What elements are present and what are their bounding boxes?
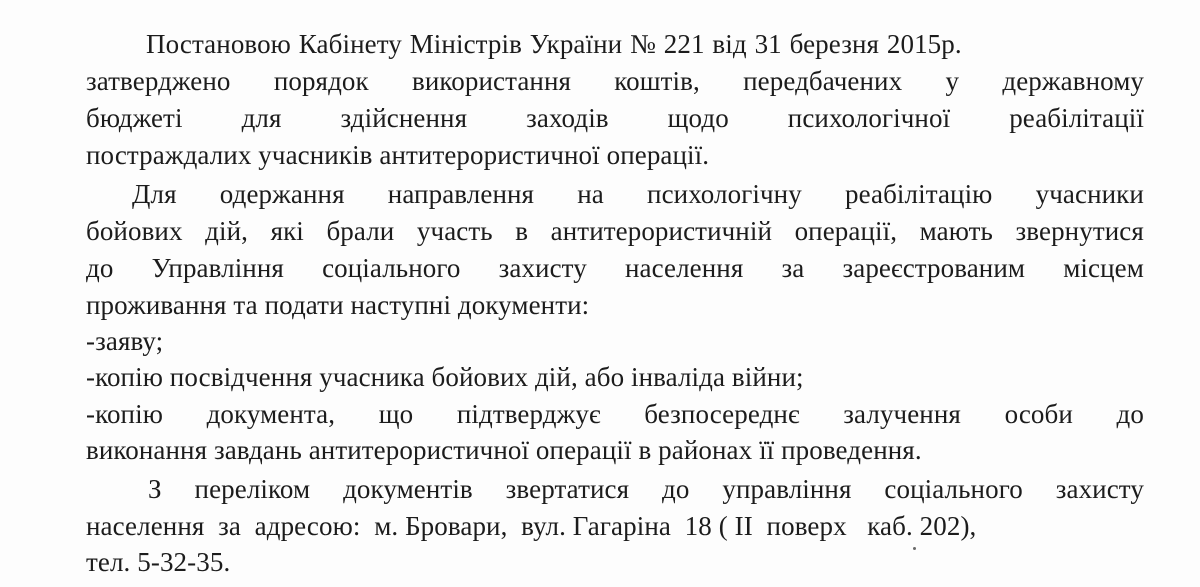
word: -копію — [86, 399, 163, 429]
word: до — [1116, 399, 1144, 429]
word: щодо — [667, 103, 729, 133]
word: бюджеті — [86, 103, 183, 133]
word: управління — [722, 474, 852, 504]
word: до — [662, 474, 690, 504]
scan-speck — [913, 547, 916, 550]
word: учасники — [1035, 179, 1144, 209]
paragraph-1-line-3 — [86, 101, 1144, 135]
word: у — [945, 66, 960, 96]
word: мають — [919, 216, 993, 246]
paragraph-2-line-1 — [132, 177, 1144, 211]
list-item-document-copy-line-1 — [86, 397, 1144, 431]
word: участь — [416, 216, 493, 246]
word: реабілітації — [1009, 103, 1144, 133]
word: підтверджує — [456, 399, 601, 429]
list-item-application: -заяву; — [86, 326, 164, 356]
word: для — [241, 103, 282, 133]
paragraph-1-line-4: постраждалих учасників антитерористичної операції. — [86, 140, 710, 170]
word: затверджено — [86, 66, 231, 96]
word: соціального — [322, 253, 461, 283]
word: залучення — [843, 399, 961, 429]
word: звернутися — [1015, 216, 1144, 246]
word: переліком — [194, 474, 311, 504]
word: бойових — [86, 216, 183, 246]
word: З — [148, 474, 162, 504]
word: в — [515, 216, 529, 246]
word: заходів — [526, 103, 609, 133]
word: одержання — [219, 179, 345, 209]
paragraph-3-line-1 — [148, 472, 1144, 506]
word: операції, — [794, 216, 898, 246]
paragraph-3-line-2: населення за адресою: м. Бровари, вул. Гагаріна 18 ( ІІ поверх каб. 202), — [86, 511, 977, 541]
word: що — [378, 399, 414, 429]
word: безпосереднє — [644, 399, 800, 429]
word: передбачених — [743, 66, 903, 96]
word: зареєстрованим — [842, 253, 1026, 283]
word: звертатися — [505, 474, 630, 504]
word: антитерористичній — [550, 216, 772, 246]
word: які — [270, 216, 304, 246]
word: направлення — [387, 179, 535, 209]
word: психологічну — [647, 179, 802, 209]
word: брали — [326, 216, 395, 246]
word: Для — [132, 179, 177, 209]
word: здійснення — [340, 103, 468, 133]
paragraph-2-line-4: проживання та подати наступні документи: — [86, 290, 590, 320]
word: порядок — [273, 66, 369, 96]
paragraph-2-line-3 — [86, 251, 1144, 285]
word: соціального — [884, 474, 1023, 504]
list-item-certificate-copy: -копію посвідчення учасника бойових дій, або інваліда війни; — [86, 362, 804, 392]
word: реабілітацію — [845, 179, 993, 209]
paragraph-3-line-3: тел. 5-32-35. — [86, 547, 231, 577]
word: документів — [343, 474, 473, 504]
word: до — [86, 253, 114, 283]
word: документа, — [206, 399, 336, 429]
list-item-document-copy-line-2: виконання завдань антитерористичної операції в районах її проведення. — [86, 435, 922, 465]
word: захисту — [498, 253, 587, 283]
word: за — [781, 253, 805, 283]
word: на — [577, 179, 604, 209]
word: коштів, — [614, 66, 700, 96]
paragraph-1-line-1: Постановою Кабінету Міністрів України № 221 від 31 березня 2015р. — [146, 29, 962, 59]
word: місцем — [1063, 253, 1144, 283]
word: захисту — [1055, 474, 1144, 504]
word: державному — [1002, 66, 1144, 96]
paragraph-1-line-2 — [86, 64, 1144, 98]
word: психологічної — [787, 103, 951, 133]
word: особи — [1004, 399, 1073, 429]
word: дій, — [205, 216, 248, 246]
word: населення — [624, 253, 744, 283]
word: використання — [412, 66, 572, 96]
word: Управління — [151, 253, 284, 283]
paragraph-2-line-2 — [86, 214, 1144, 248]
